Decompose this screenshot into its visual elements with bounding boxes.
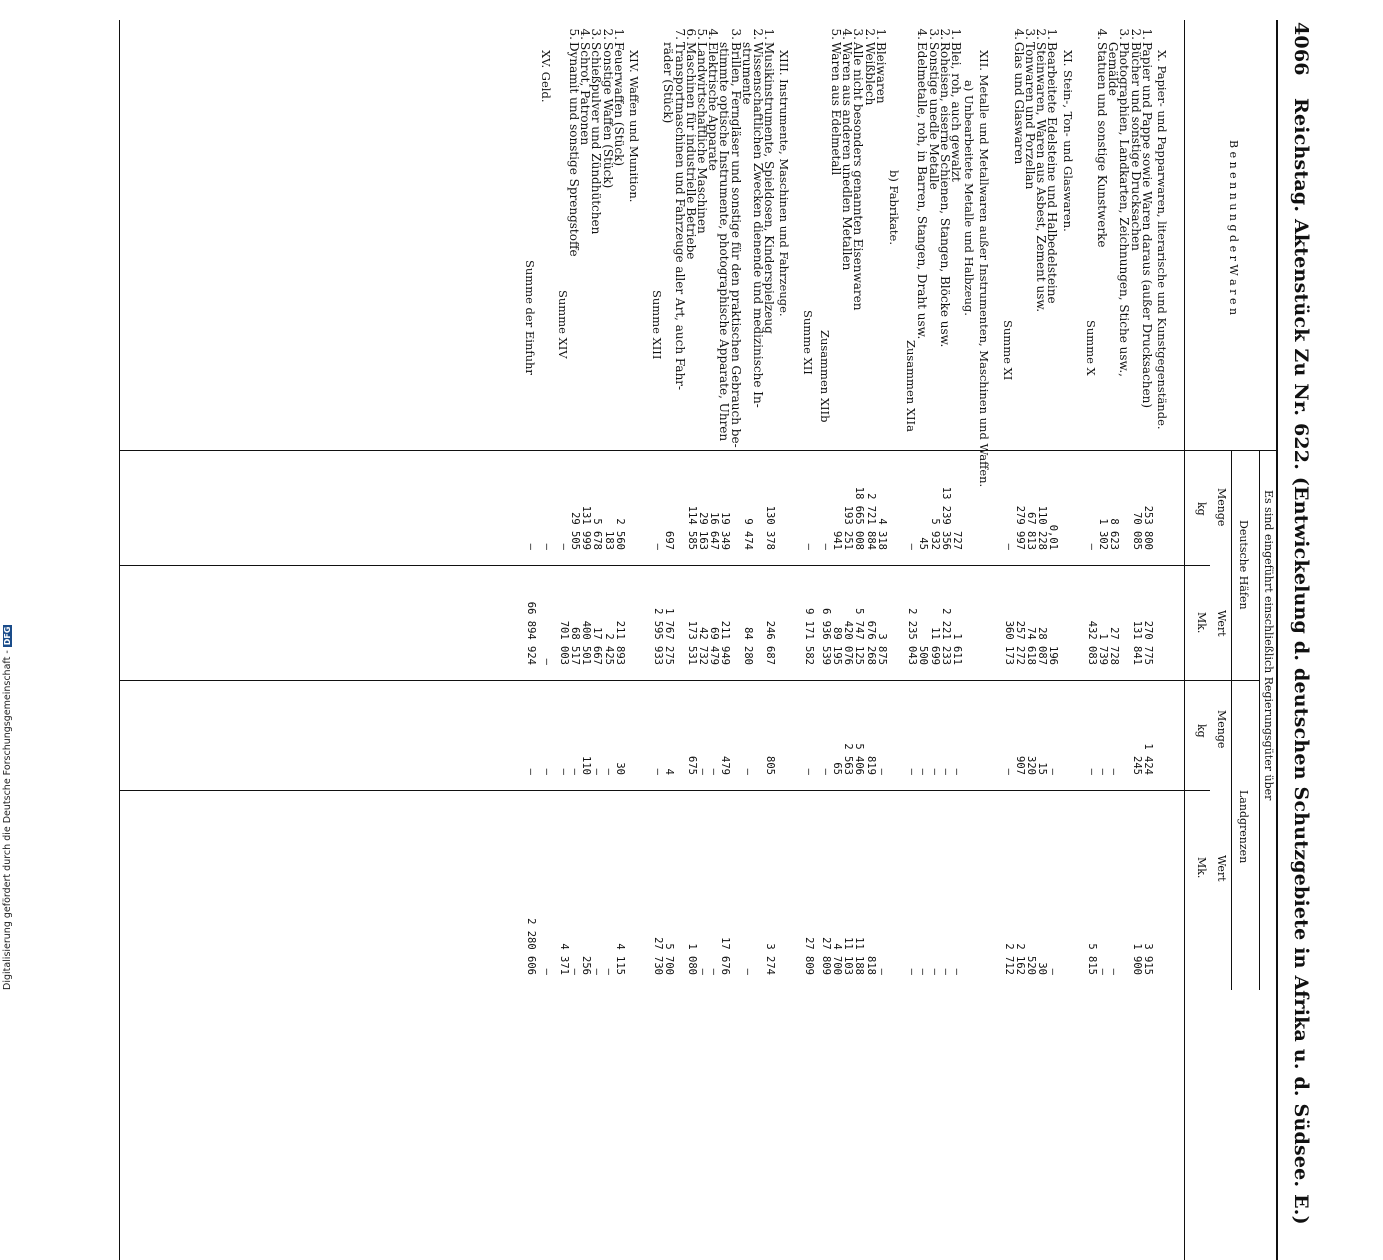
cell-w1: 211 893 (613, 620, 626, 665)
cell-m1: 5 932 (928, 518, 941, 550)
cell-w2: — (951, 968, 963, 975)
row-number: 2. (862, 28, 877, 40)
cell-m2: — (697, 768, 709, 775)
row-label: Sonstige unedle Metalle (926, 42, 941, 190)
total-label: Summe XIV (555, 290, 570, 359)
cell-m1: — (1085, 543, 1098, 550)
cell-m2: 65 (831, 762, 843, 775)
cell-w1: 400 501 (580, 620, 593, 665)
row-number: 4. (1095, 28, 1109, 40)
cell-w2: 27 809 (802, 937, 815, 975)
row-label: Statuen und sonstige Kunstwerke (1095, 42, 1109, 248)
row-label: Gemälde (1106, 42, 1121, 96)
row-number: 1. (1139, 28, 1154, 40)
cell-w1: 257 272 (1013, 620, 1026, 665)
row-number: 1. (1045, 28, 1060, 40)
cell-m2: — (928, 768, 941, 775)
cell-m2: 110 (580, 756, 593, 775)
cell-m1: 2 560 (613, 518, 626, 550)
cell-w2: 4 700 (831, 943, 843, 975)
header-group-2: Landgrenzen (1237, 790, 1250, 864)
cell-w2: — (602, 968, 615, 975)
cell-m1: 67 813 (1025, 512, 1037, 550)
cell-m2: 320 (1025, 756, 1037, 775)
bottom-rule (119, 20, 120, 1260)
group-rule (1231, 450, 1232, 990)
cell-m2: — (652, 768, 665, 775)
cell-m1: 1 302 (1097, 518, 1109, 550)
page-title: Reichstag. Aktenstück Zu Nr. 622. (Entwickelung d. deutschen Schutzgebiete in Afrika u. d. Südsee. E.) (1290, 98, 1312, 1225)
cell-w1: 28 087 (1036, 627, 1049, 665)
row-number: 2. (1034, 28, 1049, 40)
cell-m1: 697 (663, 531, 676, 550)
cell-m2: — (1097, 768, 1109, 775)
row-label: Brillen, Ferngläser und sonstige für den praktischen Gebrauch be- (728, 42, 743, 448)
cell-m2: — (525, 768, 538, 775)
cell-w1: 74 618 (1025, 627, 1037, 665)
cell-w2: — (741, 968, 754, 975)
footer-credit: Digitalisierung gefördert durch die Deutsche Forschungsgemeinschaft -DFG (2, 626, 13, 990)
cell-m1: 110 228 (1036, 505, 1049, 550)
cell-w1: 5 747 125 (853, 608, 866, 665)
header-col-name: B e n e n n u n g d e r W a r e n (1227, 140, 1240, 316)
cell-w1: 432 083 (1085, 620, 1098, 665)
cell-m2: 5 406 (853, 743, 866, 775)
total-label: Summe der Einfuhr (523, 260, 538, 375)
cell-m1: 45 (917, 537, 930, 550)
cell-w2: — (697, 968, 709, 975)
subsection-title: b) Fabrikate. (887, 170, 901, 246)
section-title: XIV. Waffen und Munition. (627, 50, 641, 203)
cell-m1: 279 997 (1013, 505, 1026, 550)
row-label: Waren aus anderen unedlen Metallen (840, 42, 855, 271)
row-number: 1. (611, 28, 626, 40)
total-label: Summe XI (1000, 320, 1015, 381)
row-number: 5. (829, 28, 843, 40)
row-label: Musikinstrumente, Spieldosen, Kinderspielzeug (762, 42, 777, 334)
row-label: Maschinen für industrielle Betriebe (683, 42, 698, 260)
page-number: 4066 (1290, 22, 1312, 76)
cell-w1: 246 687 (764, 620, 777, 665)
section-title: XV. Geld. (538, 50, 553, 103)
cell-m2: — (1108, 768, 1121, 775)
cell-w2: 520 (1025, 956, 1037, 975)
total-label: Summe XIII (650, 290, 665, 360)
cell-w1: 89 195 (831, 627, 843, 665)
row-label: Tonwaren und Porzellan (1023, 42, 1037, 190)
row-label: Elektrische Apparate (706, 42, 721, 171)
row-number: 1. (762, 28, 777, 40)
cell-m1: 18 665 008 (853, 486, 866, 550)
row-label: Schießpulver und Zündhütchen (589, 42, 604, 235)
cell-m2: 805 (764, 756, 777, 775)
cell-m1: — (1002, 543, 1015, 550)
total-label: Zusammen XIIa (904, 340, 919, 432)
cell-w1: 420 076 (842, 620, 855, 665)
row-label: Alle nicht besonders genannten Eisenwaren (851, 42, 866, 311)
cell-w2: — (939, 968, 952, 975)
row-number: 4. (706, 28, 721, 40)
cell-w1: 676 268 (864, 620, 877, 665)
row-number: 4. (1011, 28, 1026, 40)
cell-w1: 500 (917, 646, 930, 665)
row-number: 3. (589, 28, 604, 40)
row-label: stimmte optische Instrumente, photographische Apparate, Uhren (717, 42, 732, 442)
cell-m1: — (819, 543, 832, 550)
section-title: X. Papier- und Papparwaren, literarische und Kunstgegenstände. (1155, 50, 1169, 430)
row-number: 1. (873, 28, 888, 40)
cell-m1: 0,01 (1047, 524, 1060, 550)
row-number: 2. (751, 28, 765, 40)
row-number: 4. (915, 28, 930, 40)
header-mk-1: Mk. (1195, 612, 1208, 634)
cell-w1: 173 531 (685, 620, 698, 665)
cell-m2: 4 (663, 768, 676, 775)
cell-m1: 29 505 (569, 512, 581, 550)
cell-m1: — (802, 543, 815, 550)
cell-w2: — (569, 968, 581, 975)
cell-w1: 2 595 933 (652, 608, 665, 665)
cell-w1: 17 667 (591, 627, 604, 665)
header-kg-1: kg (1195, 502, 1208, 516)
cell-m2: — (802, 768, 815, 775)
cell-m2: — (951, 768, 963, 775)
cell-m1: — (540, 543, 553, 550)
row-label: Landwirtschaftliche Maschinen (695, 42, 709, 234)
footer (0, 0, 20, 1000)
cell-w2: 2 712 (1002, 943, 1015, 975)
cell-w1: 270 775 (1141, 620, 1154, 665)
section-title: XI. Stein-, Ton- und Glaswaren. (1060, 50, 1075, 232)
header-group-1: Deutsche Häfen (1237, 520, 1250, 610)
header-bottom-rule (1184, 20, 1185, 1260)
cell-m1: 727 (951, 531, 963, 550)
cell-w1: 701 003 (557, 620, 570, 665)
cell-m2: 675 (685, 756, 698, 775)
cell-m2: 2 563 (842, 743, 855, 775)
row-label: Bearbeitete Edelsteine und Halbedelsteine (1045, 42, 1060, 304)
section-title: XII. Metalle und Metallwaren außer Instrumenten, Maschinen und Waffen. (977, 50, 992, 488)
cell-m1: 193 251 (842, 505, 855, 550)
row-label: Blei, roh, auch gewalzt (949, 42, 963, 182)
cell-w1: 131 841 (1130, 620, 1143, 665)
cell-w1: 211 949 (719, 620, 732, 665)
cell-m2: — (1085, 768, 1098, 775)
cell-w1: 6 936 539 (819, 608, 832, 665)
cell-m1: 114 585 (685, 505, 698, 550)
cell-m1: 131 999 (580, 505, 593, 550)
row-number: 5. (695, 28, 709, 40)
header-wert-2: Wert (1215, 855, 1228, 882)
cell-w1: 2 221 233 (939, 608, 952, 665)
cell-m2: — (557, 768, 570, 775)
dfg-logo: DFG (3, 626, 12, 646)
row-number: 1. (949, 28, 963, 40)
cell-m2: 245 (1130, 756, 1143, 775)
rotated-page (80, 20, 1320, 1225)
cell-m1: 29 163 (697, 512, 709, 550)
cell-w2: 5 700 (663, 943, 676, 975)
cell-m2: — (939, 768, 952, 775)
row-number: 3. (728, 28, 743, 40)
cell-w1: 69 479 (708, 627, 721, 665)
cell-m1: 253 800 (1141, 505, 1154, 550)
cell-w2: 4 115 (613, 943, 626, 975)
subsection-title: a) Unbearbeitete Metalle und Halbzeug. (962, 80, 977, 316)
row-number: 3. (851, 28, 866, 40)
cell-w1: 42 732 (697, 627, 709, 665)
cell-m1: 2 721 884 (864, 493, 877, 550)
cell-w1: 1 611 (951, 633, 963, 665)
row-number: 7. (672, 28, 687, 40)
top-rule (1276, 20, 1278, 1260)
cell-m2: 907 (1013, 756, 1026, 775)
row-number: 3. (926, 28, 941, 40)
cell-m2: — (569, 768, 581, 775)
cell-w1: 3 875 (875, 633, 888, 665)
cell-w2: — (1047, 968, 1060, 975)
cell-m1: 183 (602, 531, 615, 550)
cell-m1: — (652, 543, 665, 550)
cell-m2: 15 (1036, 762, 1049, 775)
cell-m2: — (741, 768, 754, 775)
cell-w2: — (906, 968, 919, 975)
cell-w2: — (917, 968, 930, 975)
row-label: Waren aus Edelmetall (829, 42, 843, 176)
row-number: 4. (840, 28, 855, 40)
row-label: Bücher und sonstige Drucksachen (1128, 42, 1143, 251)
cell-m2: 819 (864, 756, 877, 775)
total-label: Summe XII (800, 310, 815, 375)
row-label: Papier und Pappe sowie Waren daraus (außer Drucksachen) (1139, 42, 1154, 409)
cell-w2: 11 188 (853, 937, 866, 975)
cell-w2: 11 103 (842, 937, 855, 975)
cell-m1: 941 (831, 531, 843, 550)
row-number: 4. (578, 28, 593, 40)
cell-m2: — (1047, 768, 1060, 775)
cell-w1: 360 173 (1002, 620, 1015, 665)
cell-w2: — (591, 968, 604, 975)
cell-w2: 5 815 (1085, 943, 1098, 975)
cell-w2: 818 (864, 956, 877, 975)
cell-w2: 2 280 606 (525, 918, 538, 975)
cell-m2: — (819, 768, 832, 775)
cell-w1: 2 235 043 (906, 608, 919, 665)
row-label: Transportmaschinen und Fahrzeuge aller Art, auch Fahr- (672, 42, 687, 391)
row-label: Roheisen, eiserne Schienen, Stangen, Blöcke usw. (937, 42, 952, 348)
row-label: Edelmetalle, roh, in Barren, Stangen, Draht usw. (915, 42, 930, 340)
cell-w2: — (1108, 968, 1121, 975)
row-label: Weißblech (862, 42, 877, 106)
section-title: XIII. Instrumente, Maschinen und Fahrzeuge. (777, 50, 792, 317)
row-label: strumente (739, 42, 754, 105)
cell-m1: — (557, 543, 570, 550)
row-number: 2. (937, 28, 952, 40)
cell-w2: — (928, 968, 941, 975)
row-label: Sonstige Waffen (Stück) (600, 42, 615, 189)
row-label: Photographien, Landkarten, Zeichnungen, Stiche usw., (1117, 42, 1132, 377)
cell-w1: 1 739 (1097, 633, 1109, 665)
row-number: 2. (1128, 28, 1143, 40)
cell-w2: 1 080 (685, 943, 698, 975)
cell-w1: 9 171 582 (802, 608, 815, 665)
cell-m1: 5 678 (591, 518, 604, 550)
cell-m1: 19 349 (719, 512, 732, 550)
cell-w2: 1 900 (1130, 943, 1143, 975)
cell-w2: 3 274 (764, 943, 777, 975)
row-number: 5. (567, 28, 581, 40)
header-menge-2: Menge (1215, 710, 1228, 749)
cell-m1: 4 318 (875, 518, 888, 550)
row-label: Glas und Glaswaren (1011, 42, 1026, 165)
cell-m2: — (708, 768, 721, 775)
cell-m1: 130 378 (764, 505, 777, 550)
cell-m2: 30 (613, 762, 626, 775)
cell-w2: 30 (1036, 962, 1049, 975)
total-label: Summe X (1083, 320, 1098, 376)
cell-m1: 16 647 (708, 512, 721, 550)
row-label: räder (Stück) (661, 42, 676, 124)
cell-w2: 256 (580, 956, 593, 975)
row-label: Dynamit und sonstige Sprengstoffe (567, 42, 581, 257)
cell-m1: 13 239 356 (939, 486, 952, 550)
cell-m2: — (540, 768, 553, 775)
cell-m2: — (591, 768, 604, 775)
cell-w1: 2 425 (602, 633, 615, 665)
cell-w2: 27 730 (652, 937, 665, 975)
cell-w1: 27 728 (1108, 627, 1121, 665)
cell-m1: — (525, 543, 538, 550)
cell-w1: 1 767 275 (663, 608, 676, 665)
cell-w2: 2 162 (1013, 943, 1026, 975)
cell-m2: 479 (719, 756, 732, 775)
cell-m1: 9 474 (741, 518, 754, 550)
header-mk-2: Mk. (1195, 857, 1208, 879)
cell-m1: 8 623 (1108, 518, 1121, 550)
cell-m2: — (906, 768, 919, 775)
total-label: Zusammen XIIb (817, 330, 832, 423)
cell-w2: 17 676 (719, 937, 732, 975)
row-label: Steinwaren, Waren aus Asbest, Zement usw. (1034, 42, 1049, 313)
cell-w1: 66 894 924 (525, 601, 538, 665)
header-wert-1: Wert (1215, 610, 1228, 637)
row-number: 2. (600, 28, 615, 40)
cell-w2: — (1097, 968, 1109, 975)
cell-w1: 196 (1047, 646, 1060, 665)
cell-m1: — (906, 543, 919, 550)
cell-w1: 68 517 (569, 627, 581, 665)
cell-m2: — (875, 768, 888, 775)
cell-m2: 1 424 (1141, 743, 1154, 775)
cell-w2: 3 915 (1141, 943, 1154, 975)
cell-w1: 11 699 (928, 627, 941, 665)
cell-w1: 84 280 (741, 627, 754, 665)
row-number: 3. (1023, 28, 1037, 40)
row-number: 3. (1117, 28, 1132, 40)
row-label: Feuerwaffen (Stück) (611, 42, 626, 167)
row-label: Schrot, Patronen (578, 42, 593, 146)
cell-w2: — (540, 968, 553, 975)
cell-w2: 27 809 (819, 937, 832, 975)
cell-m2: — (1002, 768, 1015, 775)
header-super: Es sind eingeführt einschließlich Regierungsgüter über (1262, 490, 1275, 801)
cell-m2: — (917, 768, 930, 775)
super-rule (1259, 450, 1260, 990)
header-menge-1: Menge (1215, 488, 1228, 527)
cell-w2: — (875, 968, 888, 975)
cell-m1: 70 085 (1130, 512, 1143, 550)
cell-w2: 4 371 (557, 943, 570, 975)
row-label: Wissenschaftlichen Zwecken dienende und medizinische In- (751, 42, 765, 408)
header-kg-2: kg (1195, 724, 1208, 738)
cell-m2: — (602, 768, 615, 775)
cell-w2: — (708, 968, 721, 975)
cell-w1: — (540, 658, 553, 665)
row-label: Bleiwaren (873, 42, 888, 104)
row-number: 6. (683, 28, 698, 40)
